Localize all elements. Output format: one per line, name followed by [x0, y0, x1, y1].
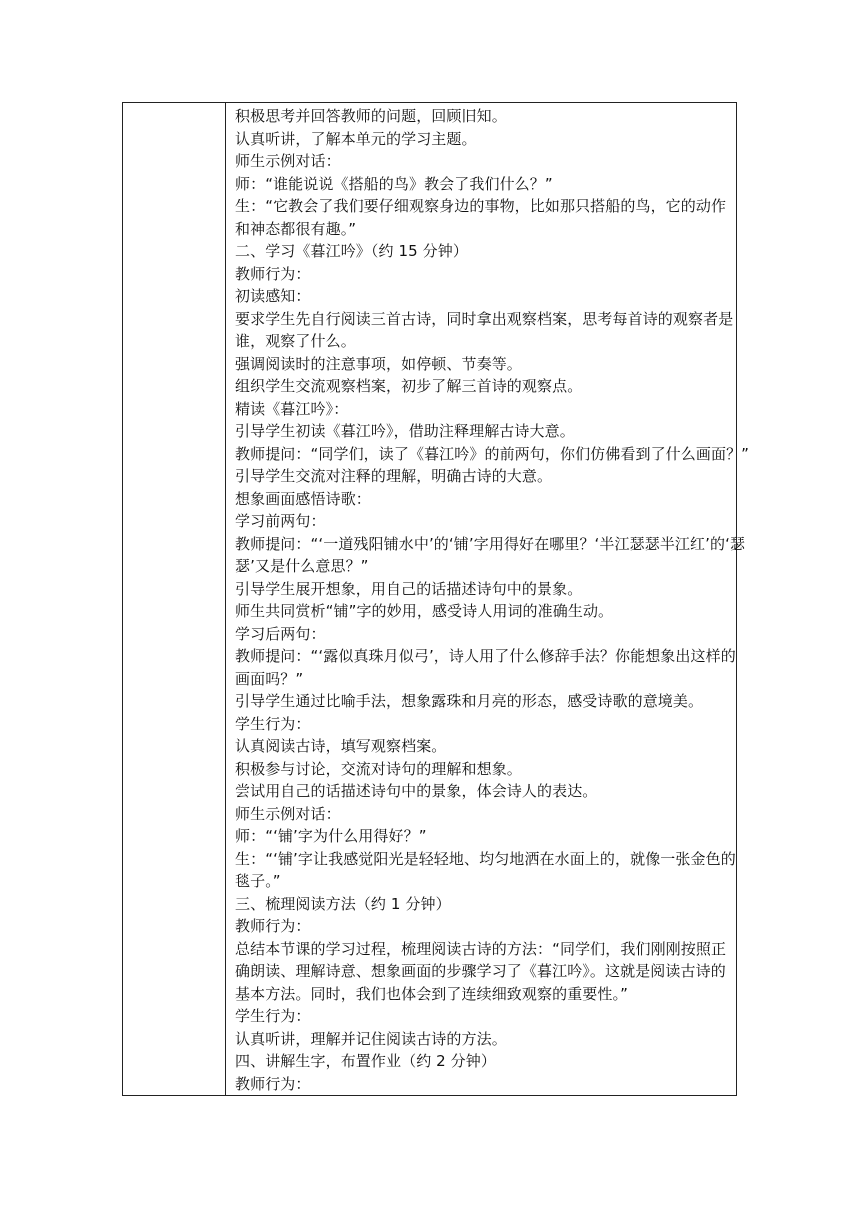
text-line: 瑟’又是什么意思？” — [235, 557, 369, 575]
text-line: 生：“‘铺’字让我感觉阳光是轻轻地、均匀地洒在水面上的，就像一张金色的 — [235, 849, 736, 868]
text-line: 基本方法。同时，我们也体会到了连续细致观察的重要性。” — [235, 984, 628, 1003]
text-line: 积极思考并回答教师的问题，回顾旧知。 — [235, 107, 507, 125]
text-line: 三、梳理阅读方法（约 1 分钟） — [235, 894, 451, 913]
text-line: 师：“谁能说说《搭船的鸟》教会了我们什么？” — [235, 174, 553, 193]
text-line: 画面吗？” — [235, 669, 304, 688]
text-line: 确朗读、理解诗意、想象画面的步骤学习了《暮江吟》。这就是阅读古诗的 — [235, 962, 726, 980]
text-line: 和神态都很有趣。” — [235, 219, 357, 238]
text-line: 引导学生初读《暮江吟》，借助注释理解古诗大意。 — [235, 422, 575, 440]
text-line: 总结本节课的学习过程，梳理阅读古诗的方法：“同学们，我们刚刚按照正 — [235, 939, 727, 958]
content-lines — [227, 105, 750, 1095]
text-line: 引导学生通过比喻手法，想象露珠和月亮的形态，感受诗歌的意境美。 — [235, 692, 704, 710]
text-line: 组织学生交流观察档案，初步了解三首诗的观察点。 — [235, 377, 583, 395]
text-line: 学习后两句： — [235, 624, 326, 643]
text-line: 引导学生展开想象，用自己的话描述诗句中的景象。 — [235, 579, 583, 598]
text-line: 师生共同赏析“铺”字的妙用，感受诗人用词的准确生动。 — [235, 602, 614, 620]
text-line: 毯子。” — [235, 872, 281, 890]
text-line: 四、讲解生字，布置作业（约 2 分钟） — [235, 1052, 496, 1070]
text-line: 精读《暮江吟》： — [235, 399, 349, 418]
text-line: 教师行为： — [235, 1074, 311, 1093]
text-line: 师生示例对话： — [235, 152, 341, 170]
text-line: 认真听讲，了解本单元的学习主题。 — [235, 129, 477, 148]
text-line: 生：“它教会了我们要仔细观察身边的事物，比如那只搭船的鸟，它的动作 — [235, 197, 727, 215]
lesson-plan-table — [122, 102, 750, 1096]
text-line: 教师行为： — [235, 264, 311, 283]
text-line: 师：“‘铺’字为什么用得好？” — [235, 827, 427, 845]
text-line: 师生示例对话： — [235, 804, 341, 823]
text-line: 学生行为： — [235, 1007, 311, 1025]
table-left-cell — [123, 103, 226, 1095]
text-line: 初读感知： — [235, 287, 311, 305]
text-line: 教师行为： — [235, 917, 311, 935]
text-line: 教师提问：“同学们，读了《暮江吟》的前两句，你们仿佛看到了什么画面？” — [235, 444, 750, 463]
text-line: 教师提问：“‘一道残阳铺水中’的‘铺’字用得好在哪里？‘半江瑟瑟半江红’的‘瑟 — [235, 534, 746, 553]
text-line: 学习前两句： — [235, 512, 326, 530]
text-line: 想象画面感悟诗歌： — [235, 489, 371, 508]
text-line: 学生行为： — [235, 714, 311, 733]
text-line: 尝试用自己的话描述诗句中的景象，体会诗人的表达。 — [235, 782, 598, 800]
text-line: 认真听讲，理解并记住阅读古诗的方法。 — [235, 1029, 507, 1048]
text-line: 要求学生先自行阅读三首古诗，同时拿出观察档案，思考每首诗的观察者是 — [235, 309, 734, 328]
text-line: 认真阅读古诗，填写观察档案。 — [235, 737, 447, 755]
table-content-cell — [227, 105, 750, 1095]
text-line: 强调阅读时的注意事项，如停顿、节奏等。 — [235, 354, 522, 373]
text-line: 引导学生交流对注释的理解，明确古诗的大意。 — [235, 467, 553, 485]
text-line: 积极参与讨论，交流对诗句的理解和想象。 — [235, 759, 522, 778]
text-line: 二、学习《暮江吟》（约 15 分钟） — [235, 242, 468, 260]
text-line: 谁，观察了什么。 — [235, 332, 356, 350]
text-line: 教师提问：“‘露似真珠月似弓’，诗人用了什么修辞手法？你能想象出这样的 — [235, 647, 736, 665]
